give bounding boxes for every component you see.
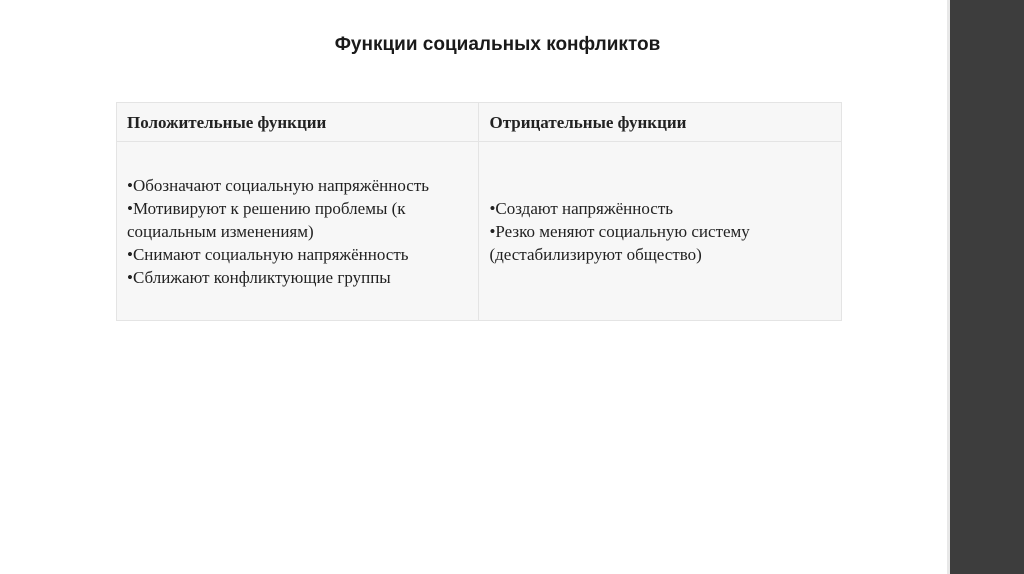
list-item: •Обозначают социальную напряжённость xyxy=(127,175,429,195)
negative-functions-cell xyxy=(479,142,842,321)
list-item: •Сближают конфликтующие группы xyxy=(127,267,391,287)
list-item: •Создают напряжённость xyxy=(489,198,674,218)
functions-table xyxy=(116,102,842,321)
positive-functions-list xyxy=(127,174,468,289)
side-panel xyxy=(950,0,1024,574)
list-item: •Резко меняют социальную систему (дестабилизируют общество) xyxy=(489,221,750,264)
positive-functions-cell xyxy=(117,142,479,321)
list-item: •Снимают социальную напряжённость xyxy=(127,244,409,264)
header-negative-functions: Отрицательные функции xyxy=(479,103,842,142)
table-row xyxy=(117,142,842,321)
table-header-row xyxy=(117,103,842,142)
slide-title: Функции социальных конфликтов xyxy=(334,34,661,55)
header-positive-functions: Положительные функции xyxy=(117,103,479,142)
negative-functions-list xyxy=(489,197,831,266)
list-item: •Мотивируют к решению проблемы (к социальным изменениям) xyxy=(127,198,406,241)
